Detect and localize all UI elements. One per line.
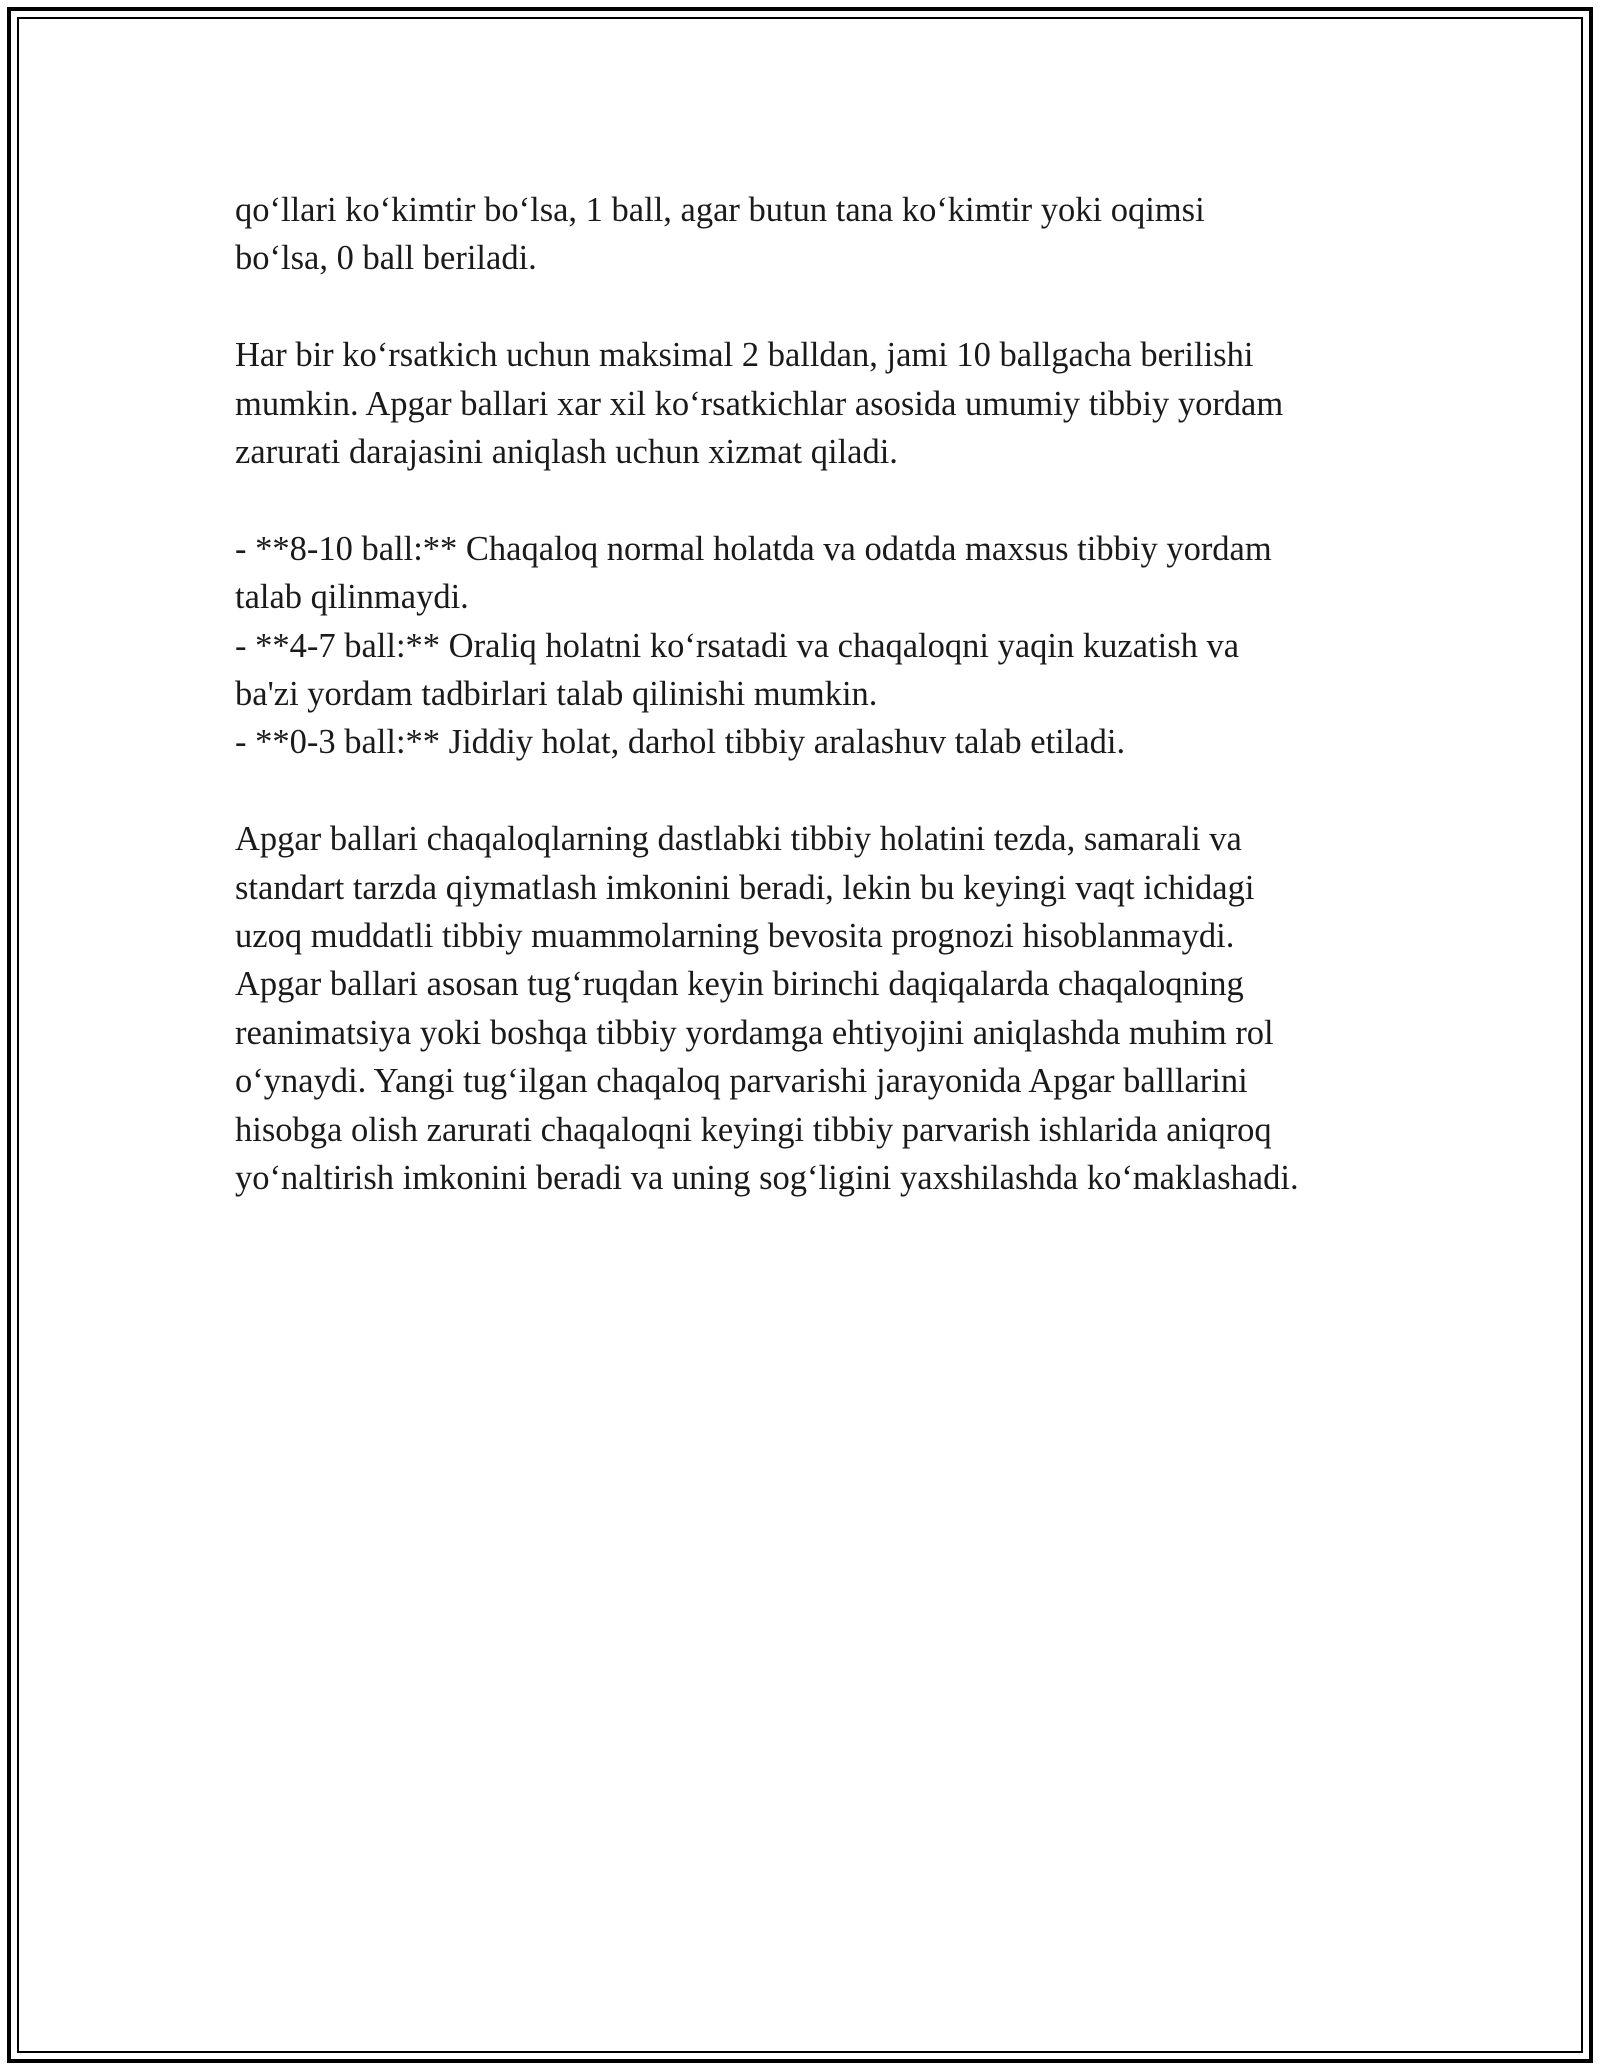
text-line: yo‘naltirish imkonini beradi va uning sog‘ligini yaxshilashda ko‘maklashadi. (235, 1159, 1299, 1198)
list-item-0-3: - **0-3 ball:** Jiddiy holat, darhol tibbiy aralashuv talab etiladi. (235, 723, 1126, 762)
list-item-4-7-continued: ba'zi yordam tadbirlari talab qilinishi mumkin. (235, 675, 878, 714)
paragraph-color-scoring (235, 186, 1385, 283)
text-line: reanimatsiya yoki boshqa tibbiy yordamga ehtiyojini aniqlashda muhim rol (235, 1013, 1274, 1052)
text-line: qo‘llari ko‘kimtir bo‘lsa, 1 ball, agar butun tana ko‘kimtir yoki oqimsi (235, 191, 1205, 229)
document-body (235, 186, 1385, 1251)
text-line: bo‘lsa, 0 ball beriladi. (235, 239, 537, 278)
list-item-8-10-continued: talab qilinmaydi. (235, 578, 469, 617)
score-range-list (235, 525, 1385, 767)
paragraph-summary (235, 815, 1385, 1202)
text-line: Har bir ko‘rsatkich uchun maksimal 2 balldan, jami 10 ballgacha berilishi (235, 336, 1254, 375)
text-line: Apgar ballari asosan tug‘ruqdan keyin birinchi daqiqalarda chaqaloqning (235, 965, 1244, 1004)
text-line: zarurati darajasini aniqlash uchun xizmat qiladi. (235, 433, 898, 472)
text-line: Apgar ballari chaqaloqlarning dastlabki tibbiy holatini tezda, samarali va (235, 820, 1242, 859)
list-item-4-7: - **4-7 ball:** Oraliq holatni ko‘rsatadi va chaqaloqni yaqin kuzatish va (235, 626, 1240, 665)
text-line: mumkin. Apgar ballari xar xil ko‘rsatkichlar asosida umumiy tibbiy yordam (235, 384, 1284, 423)
text-line: standart tarzda qiymatlash imkonini beradi, lekin bu keyingi vaqt ichidagi (235, 868, 1255, 907)
text-line: uzoq muddatli tibbiy muammolarning bevosita prognozi hisoblanmaydi. (235, 917, 1235, 956)
paragraph-max-score (235, 331, 1385, 476)
text-line: hisobga olish zarurati chaqaloqni keyingi tibbiy parvarish ishlarida aniqroq (235, 1110, 1272, 1149)
text-line: o‘ynaydi. Yangi tug‘ilgan chaqaloq parvarishi jarayonida Apgar balllarini (235, 1062, 1248, 1101)
list-item-8-10: - **8-10 ball:** Chaqaloq normal holatda va odatda maxsus tibbiy yordam (235, 529, 1272, 568)
